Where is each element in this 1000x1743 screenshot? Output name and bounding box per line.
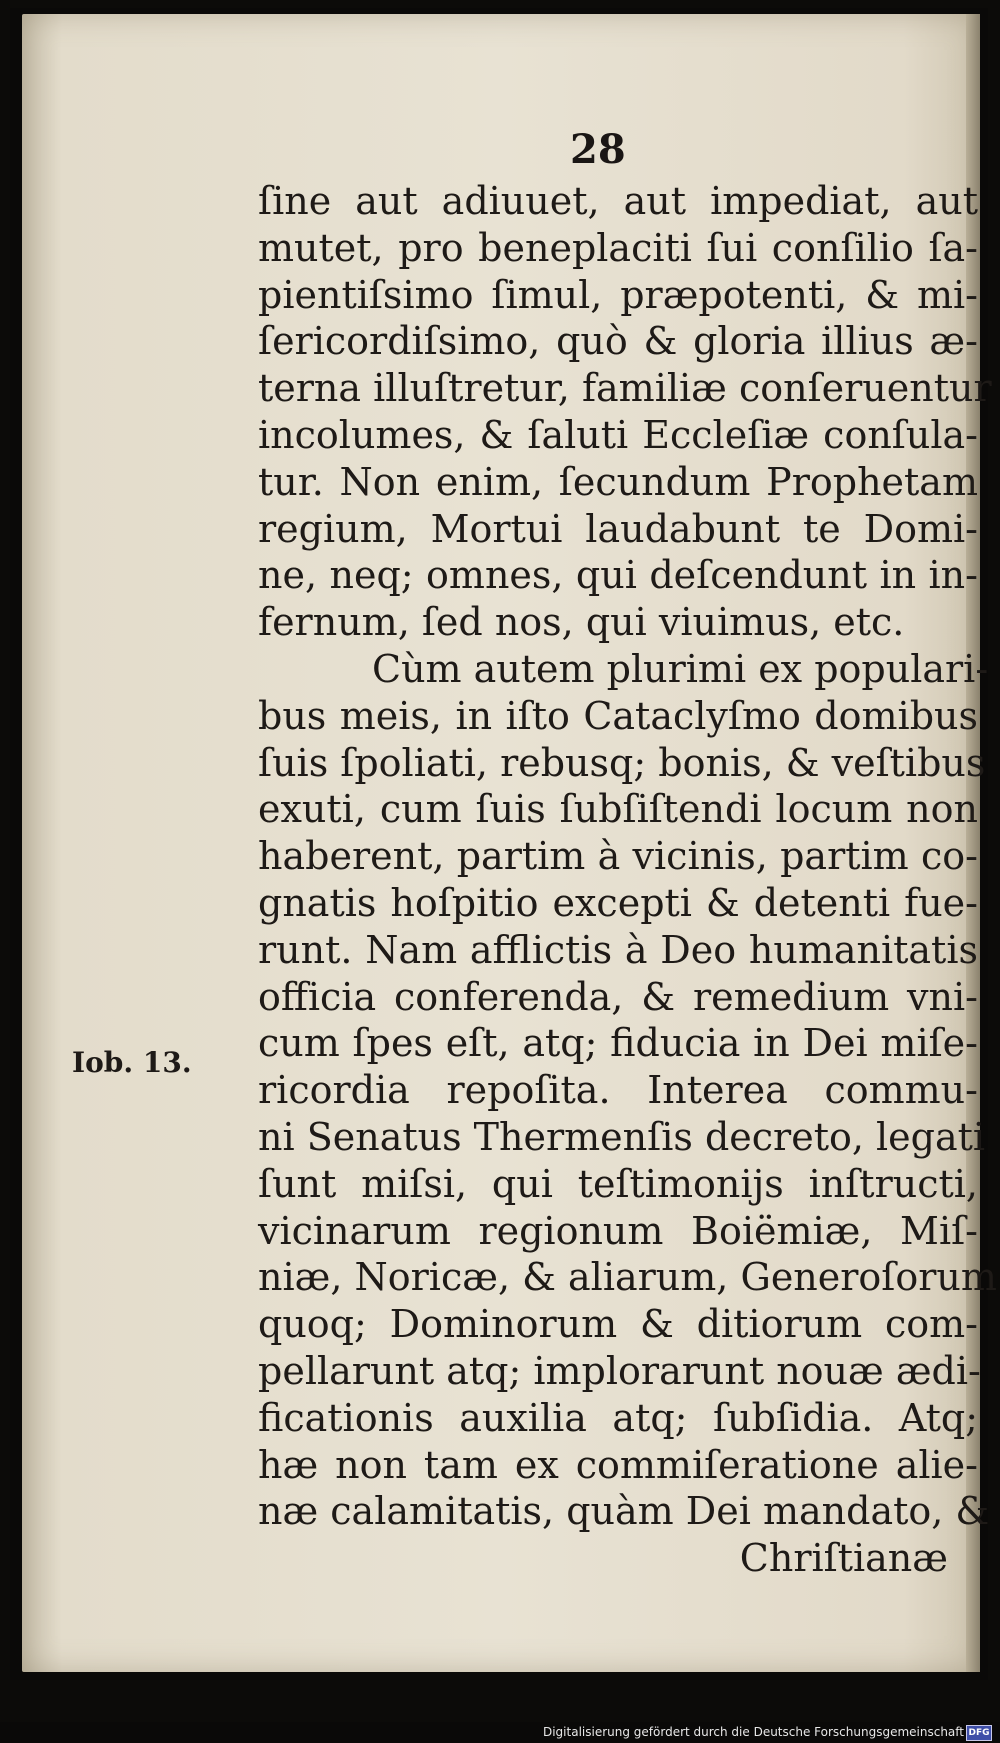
text-line: hæ non tam ex commiſeratione alie- — [258, 1442, 978, 1487]
text-line: ſericordiſsimo, quò & gloria illius æ- — [258, 319, 978, 364]
text-line: regium, Mortui laudabunt te Domi- — [258, 506, 978, 551]
text-line: bus meis, in iſto Cataclyſmo domibus — [258, 693, 978, 738]
text-line: niæ, Noricæ, & aliarum, Generoſorum — [258, 1255, 997, 1300]
text-line: ſunt miſsi, qui teſtimonijs inſtructi, — [258, 1161, 978, 1206]
marginal-note: Iob. 13. — [72, 1046, 192, 1079]
text-line: cum ſpes eſt, atq; fiducia in Dei miſe- — [258, 1021, 978, 1066]
text-line: vicinarum regionum Boiëmiæ, Miſ- — [258, 1208, 978, 1253]
text-line: mutet, pro beneplaciti ſui conſilio ſa- — [258, 225, 978, 270]
text-line: ni Senatus Thermenſis decreto, legati — [258, 1114, 986, 1159]
text-line: haberent, partim à vicinis, partim co- — [258, 834, 978, 879]
text-line: ſine aut adiuuet, aut impediat, aut — [258, 179, 978, 223]
text-line: terna illuſtretur, familiæ conſeruentur — [258, 366, 992, 411]
text-line: Cùm autem plurimi ex populari- — [372, 646, 989, 691]
text-line: pientiſsimo ſimul, præpotenti, & mi- — [258, 272, 978, 317]
text-line: næ calamitatis, quàm Dei mandato, & — [258, 1489, 990, 1534]
text-line: runt. Nam afflictis à Deo humanitatis — [258, 927, 978, 972]
dfg-logo-icon: DFG — [966, 1725, 992, 1741]
text-line: ficationis auxilia atq; ſubſidia. Atq; — [258, 1395, 978, 1440]
catchword: Chriſtianæ — [739, 1536, 948, 1581]
text-line: exuti, cum ſuis ſubſiſtendi locum non — [258, 787, 978, 832]
page-number: 28 — [570, 126, 626, 173]
text-line: tur. Non enim, ſecundum Prophetam — [258, 459, 978, 504]
text-line: incolumes, & ſaluti Eccleſiæ conſula- — [258, 412, 978, 457]
body-text — [258, 178, 997, 1582]
text-line: ricordia repoſita. Interea commu- — [258, 1068, 978, 1113]
text-line: ne, neq; omnes, qui deſcendunt in in- — [258, 553, 978, 598]
footer-credit: Digitalisierung gefördert durch die Deutsche Forschungsgemeinschaft — [542, 1725, 964, 1739]
text-line: gnatis hoſpitio excepti & detenti fue- — [258, 880, 978, 925]
text-line: fernum, ſed nos, qui viuimus, etc. — [258, 600, 905, 645]
text-line: officia conferenda, & remedium vni- — [258, 974, 978, 1019]
text-line: ſuis ſpoliati, rebusq; bonis, & veſtibus — [258, 740, 986, 785]
text-line: pellarunt atq; implorarunt nouæ ædi- — [258, 1348, 981, 1393]
text-line: quoq; Dominorum & ditiorum com- — [258, 1302, 978, 1347]
